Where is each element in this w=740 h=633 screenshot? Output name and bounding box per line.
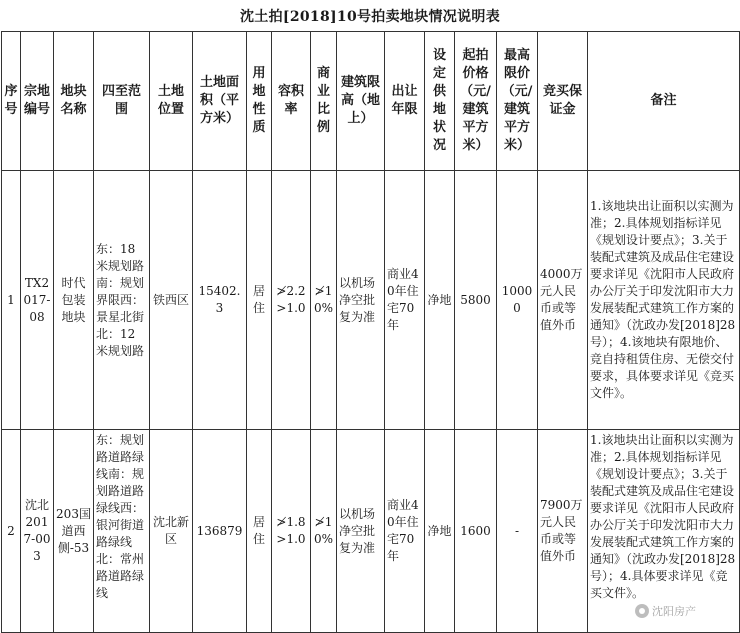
table-row [2,430,740,633]
cell-code: 沈北2017-003 [21,430,54,633]
header-seq: 序号 [2,32,21,171]
cell-seq: 2 [2,430,21,633]
cell-term: 商业40年住宅70年 [385,171,425,430]
header-use: 用地性质 [247,32,272,171]
cell-use: 居住 [247,171,272,430]
land-info-table [1,31,740,633]
cell-area: 15402.3 [193,171,247,430]
cell-name: 203国道西侧-53 [54,430,94,633]
watermark [635,600,735,622]
header-bounds: 四至范围 [94,32,150,171]
cell-deposit: 7900万元人民币或等值外币 [538,430,588,633]
cell-far: ≯2.2 >1.0 [272,171,311,430]
cell-seq: 1 [2,171,21,430]
watermark-logo-icon [635,604,649,618]
header-deposit: 竞买保证金 [538,32,588,171]
cell-start-price: 5800 [455,171,497,430]
header-far: 容积率 [272,32,311,171]
header-height: 建筑限高（地上） [337,32,385,171]
cell-height: 以机场净空批复为准 [337,430,385,633]
cell-remarks-text: 1.该地块出让面积以实测为准；2.具体规划指标详见《规划设计要点》；3.关于装配式建筑及成品住宅建设要求详见《沈阳市人民政府办公厅关于印发沈阳市大力发展装配式建筑工作方案的通知》（沈政办发[2018]28号）；4.具体要求详见《竞买文件》。 [590,433,736,600]
header-row [2,32,740,171]
header-area: 土地面积（平方米） [193,32,247,171]
header-remarks: 备注 [588,32,740,171]
cell-use: 居住 [247,430,272,633]
header-code: 宗地编号 [21,32,54,171]
cell-bounds: 东：18米规划路南：规划界限西：景星北街北：12米规划路 [94,171,150,430]
cell-term: 商业40年住宅70年 [385,430,425,633]
cell-code: TX2017-08 [21,171,54,430]
table-title: 沈土拍[2018]10号拍卖地块情况说明表 [240,8,500,25]
cell-deposit: 4000万元人民币或等值外币 [538,171,588,430]
cell-far: ≯1.8 >1.0 [272,430,311,633]
cell-max-price: - [497,430,538,633]
header-term: 出让年限 [385,32,425,171]
cell-supply: 净地 [425,430,455,633]
header-max-price: 最高限价（元/建筑平方米） [497,32,538,171]
header-location: 土地位置 [150,32,193,171]
cell-max-price: 10000 [497,171,538,430]
cell-remarks: 1.该地块出让面积以实测为准；2.具体规划指标详见《规划设计要点》；3.关于装配式建筑及成品住宅建设要求详见《沈阳市人民政府办公厅关于印发沈阳市大力发展装配式建筑工作方案的通知》（沈政办发[2018]28号）；4.该地块有限地价、竞自持租赁住房、无偿交付要求，具体要求详见《竞买文件》。 [588,171,740,430]
header-commercial: 商业比例 [311,32,337,171]
cell-location: 铁西区 [150,171,193,430]
cell-bounds-text: 东：规划路道路绿线南：规划路道路绿线西：银河街道路绿线北：常州路道路绿线 [96,433,145,600]
header-supply: 设定供地状况 [425,32,455,171]
cell-commercial: ≯10% [311,171,337,430]
cell-location: 沈北新区 [150,430,193,633]
cell-commercial: ≯10% [311,430,337,633]
cell-supply: 净地 [425,171,455,430]
header-start-price: 起拍价格（元/建筑平方米） [455,32,497,171]
watermark-text: 沈阳房产 [652,605,696,618]
cell-height: 以机场净空批复为准 [337,171,385,430]
table-row [2,171,740,430]
cell-start-price: 1600 [455,430,497,633]
cell-bounds [94,430,150,633]
header-name: 地块名称 [54,32,94,171]
cell-name: 时代包装地块 [54,171,94,430]
cell-area: 136879 [193,430,247,633]
